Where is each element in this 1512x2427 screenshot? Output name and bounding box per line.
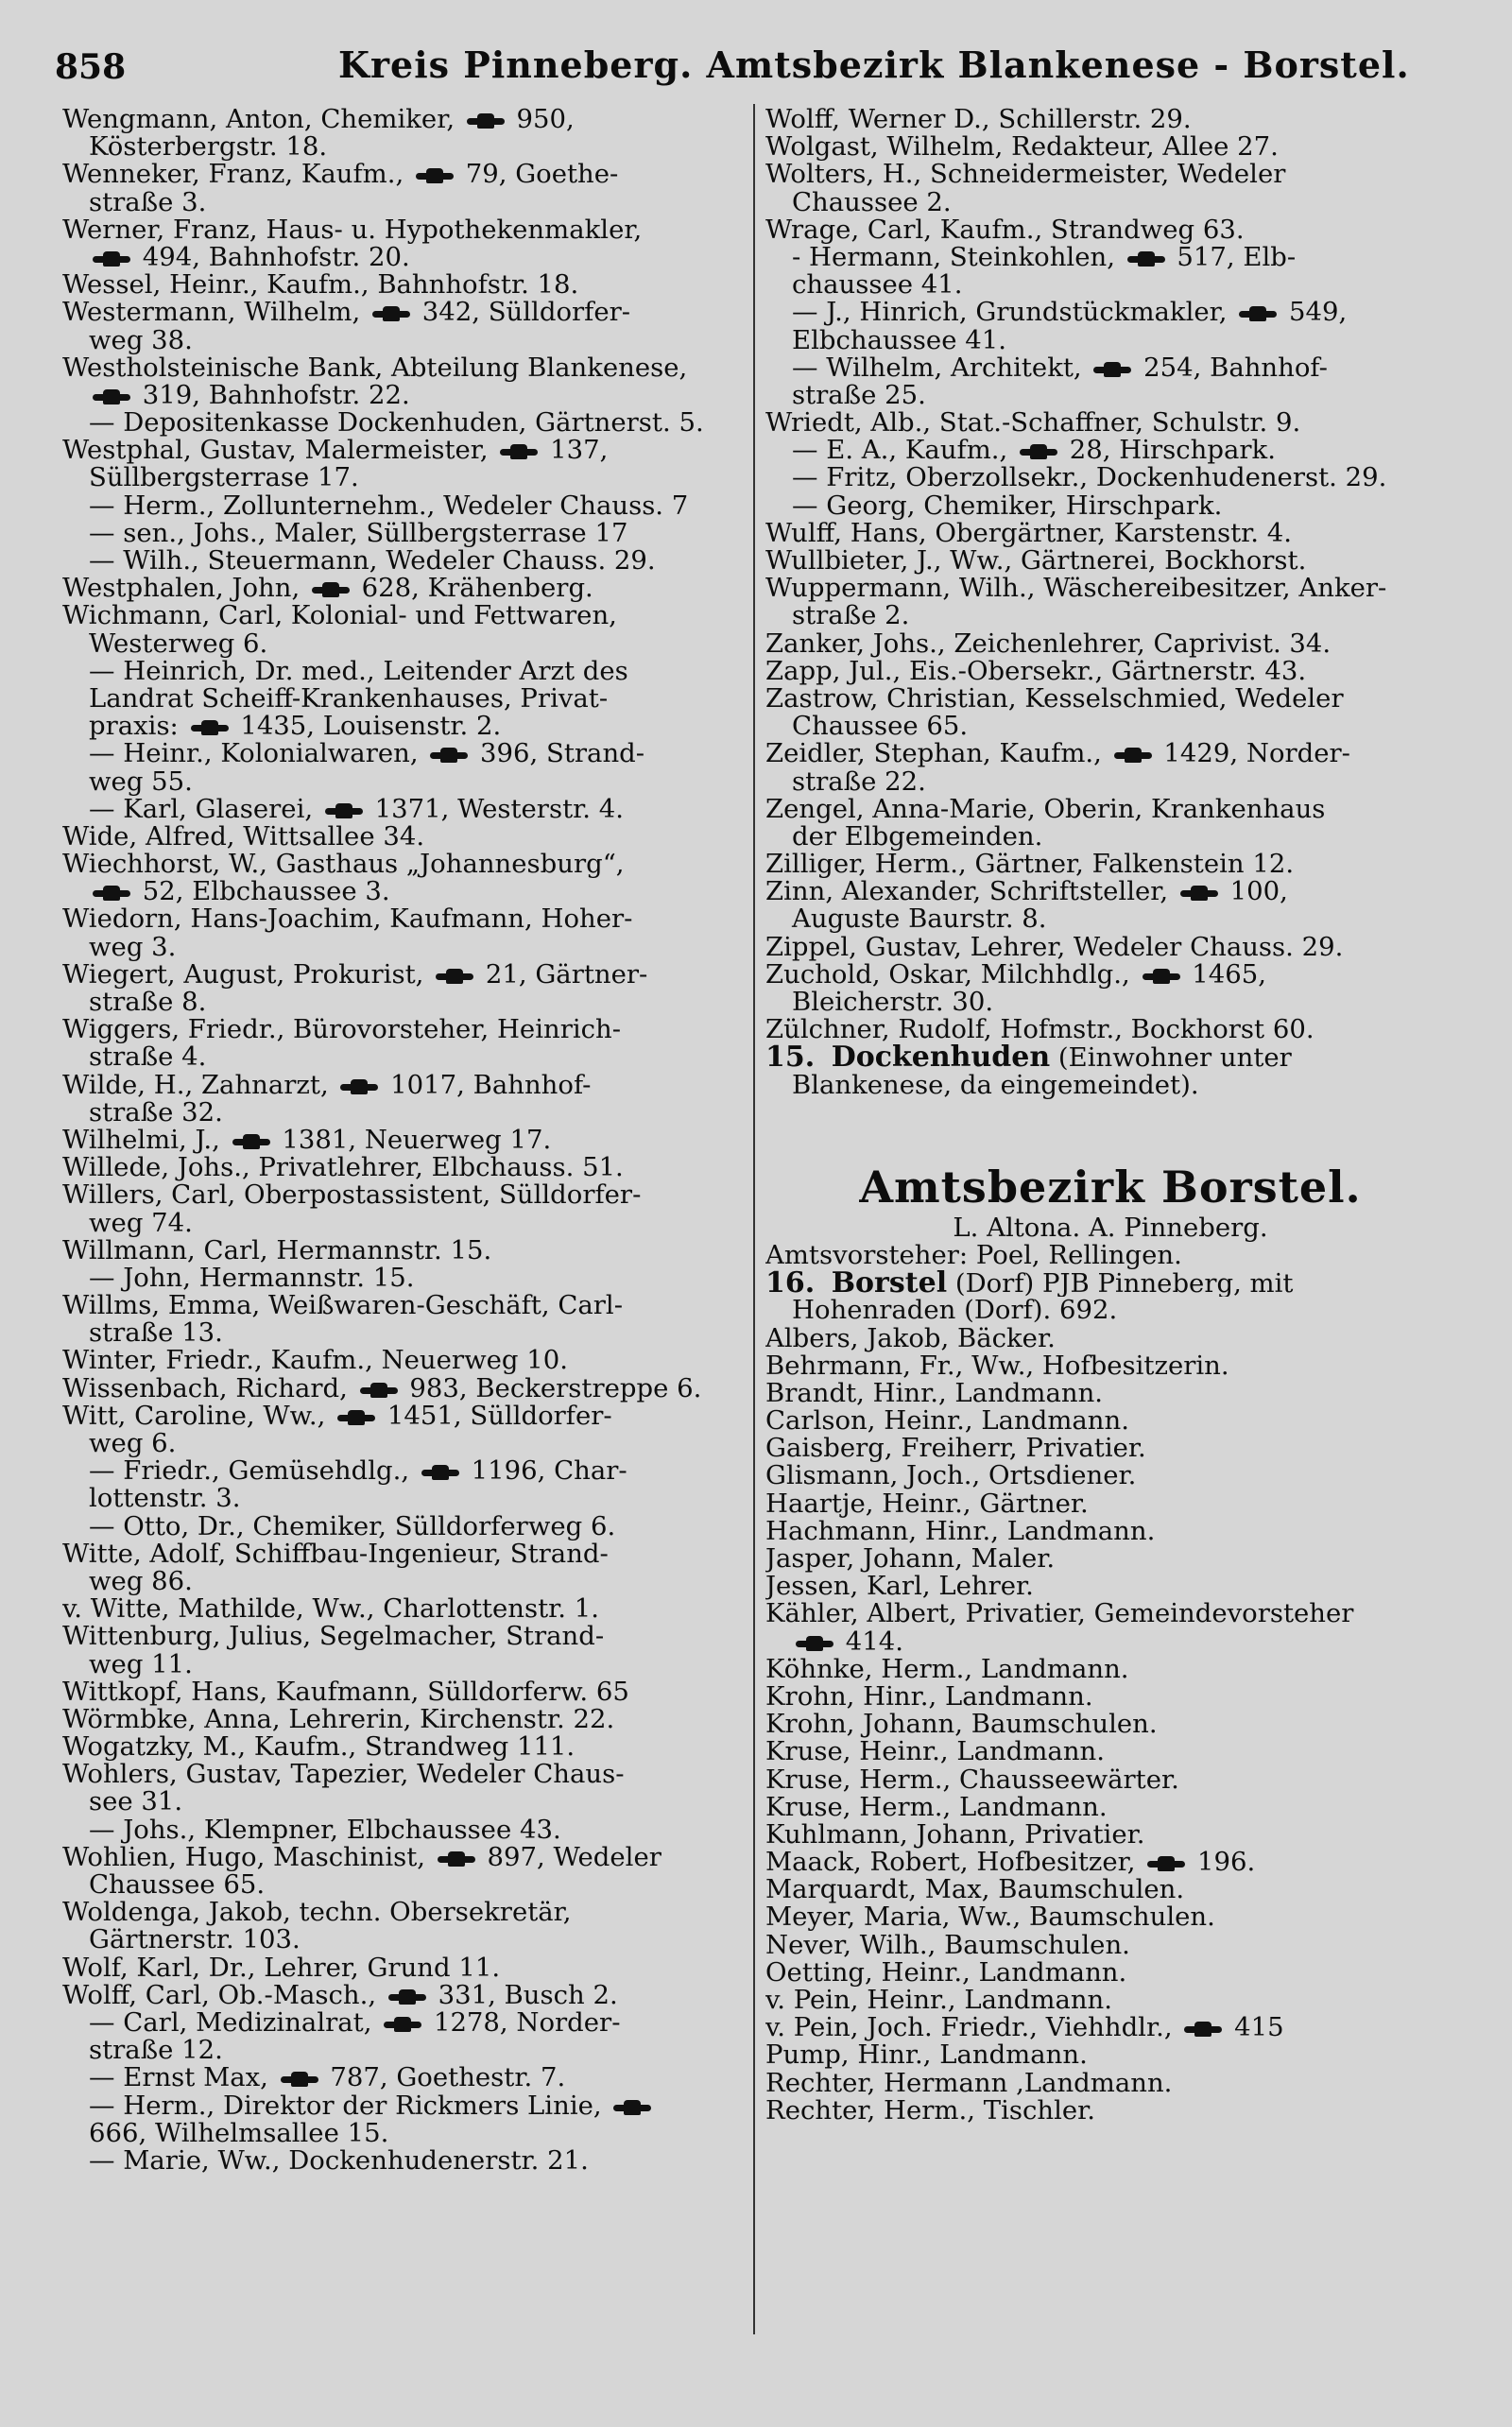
entry-continuation: — Wilh., Steuermann, Wedeler Chauss. 29. [89,547,656,576]
telephone-icon [281,2072,318,2087]
borstel-resident-list [765,1325,1455,2125]
telephone-icon [467,113,505,129]
section-15-note: (Einwohner unter [1057,1043,1292,1072]
directory-entry: Wilde, H., Zahnarzt, 1017, Bahnhof- [62,1071,592,1099]
directory-entry: Rechter, Hermann ,Landmann. [765,2069,1173,2097]
directory-entry: Wrage, Carl, Kaufm., Strandweg 63. [765,215,1245,244]
telephone-icon [372,306,410,321]
directory-entry: Wogatzky, M., Kaufm., Strandweg 111. [62,1733,576,1762]
directory-entry: v. Witte, Mathilde, Ww., Charlottenstr. 1. [62,1595,599,1624]
entry-continuation: der Elbgemeinden. [792,822,1043,852]
entry-continuation: — John, Hermannstr. 15. [89,1264,415,1293]
directory-entry: Wullbieter, J., Ww., Gärtnerei, Bockhorst. [765,547,1307,576]
telephone-icon [340,1079,378,1094]
directory-entry: Zengel, Anna-Marie, Oberin, Krankenhaus [765,795,1326,823]
entry-continuation: praxis: 1435, Louisenstr. 2. [89,713,502,741]
spacer [765,1099,1455,1160]
directory-entry: Köhnke, Herm., Landmann. [765,1655,1129,1683]
directory-entry: Brandt, Hinr., Landmann. [765,1379,1104,1408]
telephone-icon [613,2100,651,2115]
directory-entry: Marquardt, Max, Baumschulen. [765,1876,1185,1904]
directory-entry: Winter, Friedr., Kaufm., Neuerweg 10. [62,1347,568,1375]
directory-entry: Wiechhorst, W., Gasthaus „Johannesburg“, [62,851,625,879]
telephone-icon [360,1383,398,1398]
entry-continuation: Auguste Baurstr. 8. [792,905,1047,934]
section-15-number: 15. [765,1043,816,1072]
telephone-icon [1127,251,1165,267]
borstel-official: Amtsvorsteher: Poel, Rellingen. [765,1241,1182,1270]
directory-entry: Wiggers, Friedr., Bürovorsteher, Heinrich- [62,1016,622,1044]
borstel-subheading: L. Altona. A. Pinneberg. [953,1214,1268,1242]
directory-entry: Wittenburg, Julius, Segelmacher, Strand- [62,1623,605,1651]
telephone-icon [1114,748,1152,763]
telephone-icon [337,1410,375,1425]
entry-continuation: weg 55. [89,767,193,796]
entry-continuation: weg 3. [89,933,177,961]
section-15-line [765,1043,1455,1071]
directory-entry: Kuhlmann, Johann, Privatier. [765,1820,1145,1850]
directory-entry: Wengmann, Anton, Chemiker, 950, [62,106,575,134]
entry-continuation: — Carl, Medizinalrat, 1278, Norder- [89,2008,621,2038]
directory-entry: Wulff, Hans, Obergärtner, Karstenstr. 4. [765,519,1292,547]
directory-entry: Wolf, Karl, Dr., Lehrer, Grund 11. [62,1954,501,1982]
directory-entry: Behrmann, Fr., Ww., Hofbesitzerin. [765,1351,1229,1380]
right-entry-list [765,106,1455,1043]
page-number: 858 [55,47,127,87]
entry-continuation: Bleicherstr. 30. [792,989,994,1017]
directory-entry: Zülchner, Rudolf, Hofmstr., Bockhorst 60. [765,1016,1314,1044]
directory-entry: Gaisberg, Freiherr, Privatier. [765,1435,1146,1463]
directory-entry: Westphalen, John, 628, Krähenberg. [62,575,593,603]
telephone-icon [796,1636,833,1651]
directory-entry: Kruse, Herm., Chausseewärter. [765,1765,1179,1794]
directory-entry: Pump, Hinr., Landmann. [765,2041,1088,2070]
entry-continuation: — sen., Johs., Maler, Süllbergsterrase 17 [89,519,628,547]
entry-continuation: Elbchaussee 41. [792,326,1006,354]
entry-continuation: straße 4. [89,1043,207,1072]
entry-continuation: — Georg, Chemiker, Hirschpark. [792,491,1223,520]
telephone-icon [500,444,538,459]
entry-continuation: Süllbergsterrase 17. [89,464,359,492]
telephone-icon [436,969,473,984]
directory-entry: Krohn, Hinr., Landmann. [765,1682,1093,1712]
entry-continuation: weg 74. [89,1209,193,1237]
directory-entry: Willms, Emma, Weißwaren-Geschäft, Carl- [62,1292,624,1320]
borstel-heading: Amtsbezirk Borstel. [859,1161,1362,1213]
entry-continuation: 52, Elbchaussee 3. [62,878,748,905]
directory-entry: Willers, Carl, Oberpostassistent, Sülldorfer- [62,1181,642,1210]
directory-entry: Kähler, Albert, Privatier, Gemeindevorsteher [765,1600,1354,1628]
telephone-icon [388,1989,426,2005]
entry-continuation: — Ernst Max, 787, Goethestr. 7. [89,2064,566,2092]
directory-entry: Wessel, Heinr., Kaufm., Bahnhofstr. 18. [62,271,579,300]
entry-continuation: — Johs., Klempner, Elbchaussee 43. [89,1816,561,1844]
directory-entry: Glismann, Joch., Ortsdiener. [765,1462,1137,1490]
telephone-icon [93,886,130,901]
entry-continuation: weg 11. [89,1650,193,1678]
entry-continuation: straße 2. [792,602,910,630]
directory-entry: v. Pein, Heinr., Landmann. [765,1987,1113,2015]
entry-continuation: weg 38. [89,326,193,354]
telephone-icon [421,1465,459,1480]
entry-continuation: — Depositenkasse Dockenhuden, Gärtnerst. 5. [89,409,704,438]
directory-entry: Westphal, Gustav, Malermeister, 137, [62,437,609,465]
entry-continuation: — Heinr., Kolonialwaren, 396, Strand- [89,740,645,768]
entry-continuation: straße 22. [792,767,926,796]
entry-continuation: Kösterbergstr. 18. [89,133,328,162]
entry-continuation: see 31. [89,1788,183,1816]
directory-entry: Wolff, Carl, Ob.-Masch., 331, Busch 2. [62,1981,618,2009]
section-15-note-continued: Blankenese, da eingemeindet). [792,1071,1199,1099]
section-16-info: (Dorf) PJB Pinneberg, mit [954,1269,1294,1298]
entry-continuation: Westerweg 6. [89,629,268,658]
directory-entry: Oetting, Heinr., Landmann. [765,1958,1127,1987]
entry-continuation: — Wilhelm, Architekt, 254, Bahnhof- [792,353,1328,382]
directory-entry: Zapp, Jul., Eis.-Obersekr., Gärtnerstr. 43. [765,657,1307,685]
telephone-icon [191,720,229,735]
entry-continuation: Landrat Scheiff-Krankenhauses, Privat- [89,684,609,714]
entry-continuation: — J., Hinrich, Grundstückmakler, 549, [792,299,1348,327]
entry-continuation: 666, Wilhelmsallee 15. [89,2119,389,2147]
entry-continuation: lottenstr. 3. [89,1485,241,1513]
directory-entry: Werner, Franz, Haus- u. Hypothekenmakler, [62,215,643,244]
directory-entry: Hachmann, Hinr., Landmann. [765,1517,1156,1545]
entry-continuation: weg 86. [89,1567,193,1596]
entry-continuation: straße 3. [89,188,207,216]
running-title: Kreis Pinneberg. Amtsbezirk Blankenese - Borstel. [338,43,1410,86]
directory-entry: Wittkopf, Hans, Kaufmann, Sülldorferw. 65 [62,1678,629,1706]
directory-entry: Witte, Adolf, Schiffbau-Ingenieur, Strand- [62,1540,609,1568]
telephone-icon [1093,362,1131,377]
entry-continuation: — Herm., Direktor der Rickmers Linie, [62,2092,748,2120]
directory-entry: Kruse, Heinr., Landmann. [765,1738,1105,1766]
directory-entry: Woldenga, Jakob, techn. Obersekretär, [62,1899,572,1927]
directory-entry: Never, Wilh., Baumschulen. [765,1931,1130,1959]
directory-entry: Carlson, Heinr., Landmann. [765,1407,1129,1436]
directory-entry: Kruse, Herm., Landmann. [765,1793,1108,1821]
entry-continuation: straße 12. [89,2037,223,2065]
entry-continuation: — Fritz, Oberzollsekr., Dockenhudenerst. 29. [792,464,1387,492]
entry-continuation: Chaussee 65. [792,713,969,741]
directory-entry: Wolff, Werner D., Schillerstr. 29. [765,106,1192,134]
entry-continuation: 414. [765,1628,1455,1656]
telephone-icon [93,251,130,267]
directory-entry: Haartje, Heinr., Gärtner. [765,1489,1089,1518]
section-16-info-continued: Hohenraden (Dorf). 692. [792,1297,1118,1325]
entry-continuation: — Karl, Glaserei, 1371, Westerstr. 4. [89,795,624,823]
entry-continuation: Gärtnerstr. 103. [89,1926,301,1954]
directory-entry: Wissenbach, Richard, 983, Beckerstreppe 6. [62,1374,702,1403]
directory-entry: Wörmbke, Anna, Lehrerin, Kirchenstr. 22. [62,1705,615,1734]
telephone-icon [1020,444,1057,459]
left-column [62,106,748,2175]
telephone-icon [1143,969,1180,984]
page-header [55,42,1453,98]
directory-entry: Jasper, Johann, Maler. [765,1545,1056,1574]
entry-continuation: — Otto, Dr., Chemiker, Sülldorferweg 6. [89,1512,616,1541]
directory-entry: Wriedt, Alb., Stat.-Schaffner, Schulstr. 9. [765,409,1301,438]
entry-continuation: Chaussee 65. [89,1871,266,1900]
directory-entry: Rechter, Herm., Tischler. [765,2096,1096,2125]
directory-entry: Jessen, Karl, Lehrer. [765,1573,1034,1601]
directory-entry: Zippel, Gustav, Lehrer, Wedeler Chauss. 29. [765,933,1344,961]
entry-continuation: — Friedr., Gemüsehdlg., 1196, Char- [89,1457,627,1486]
directory-entry: Wuppermann, Wilh., Wäschereibesitzer, Anker- [765,575,1387,603]
telephone-icon [1184,2022,1222,2037]
right-column [765,106,1455,2125]
directory-entry: Westholsteinische Bank, Abteilung Blankenese, [62,353,688,382]
directory-entry: Wichmann, Carl, Kolonial- und Fettwaren, [62,602,617,630]
directory-entry: Maack, Robert, Hofbesitzer, 196. [765,1849,1256,1877]
directory-entry: Westermann, Wilhelm, 342, Sülldorfer- [62,299,631,327]
directory-entry: Wiegert, August, Prokurist, 21, Gärtner- [62,960,648,989]
directory-entry: Willede, Johs., Privatlehrer, Elbchauss. 51. [62,1154,624,1182]
directory-entry: Wiedorn, Hans-Joachim, Kaufmann, Hoher- [62,905,633,934]
column-divider [753,104,755,2334]
directory-entry: Wide, Alfred, Wittsallee 34. [62,822,425,852]
entry-continuation: — Marie, Ww., Dockenhudenerstr. 21. [89,2146,589,2176]
entry-continuation: — Herm., Zollunternehm., Wedeler Chauss. 7 [89,491,689,520]
entry-continuation: 319, Bahnhofstr. 22. [62,382,748,409]
section-16-number: 16. [765,1269,816,1298]
telephone-icon [416,168,454,183]
telephone-icon [325,803,363,818]
entry-continuation: chaussee 41. [792,271,963,300]
telephone-icon [438,1851,475,1867]
entry-continuation: Chaussee 2. [792,188,952,216]
directory-entry: Zastrow, Christian, Kesselschmied, Wedeler [765,684,1344,714]
telephone-icon [1239,306,1277,321]
directory-entry: Wenneker, Franz, Kaufm., 79, Goethe- [62,161,619,189]
directory-entry: Zinn, Alexander, Schriftsteller, 100, [765,878,1288,906]
directory-entry: Meyer, Maria, Ww., Baumschulen. [765,1903,1215,1932]
entry-continuation: — Heinrich, Dr. med., Leitender Arzt des [89,657,628,685]
entry-continuation: 494, Bahnhofstr. 20. [62,244,748,271]
directory-entry: Zeidler, Stephan, Kaufm., 1429, Norder- [765,740,1350,768]
directory-entry: Zilliger, Herm., Gärtner, Falkenstein 12. [765,851,1295,879]
telephone-icon [430,748,468,763]
directory-entry: Willmann, Carl, Hermannstr. 15. [62,1236,492,1265]
telephone-icon [312,582,350,597]
directory-entry: Wohlers, Gustav, Tapezier, Wedeler Chaus- [62,1761,625,1789]
directory-entry: Wolgast, Wilhelm, Redakteur, Allee 27. [765,133,1279,162]
directory-entry: Albers, Jakob, Bäcker. [765,1324,1056,1352]
directory-entry: v. Pein, Joch. Friedr., Viehhdlr., 415 [765,2014,1284,2042]
entry-continuation: weg 6. [89,1430,177,1458]
directory-entry: Wolters, H., Schneidermeister, Wedeler [765,161,1286,189]
section-16-name: Borstel [831,1269,948,1298]
entry-continuation: straße 32. [89,1098,223,1127]
directory-entry: Wohlien, Hugo, Maschinist, 897, Wedeler [62,1843,662,1871]
section-16-line [765,1269,1455,1297]
entry-continuation: - Hermann, Steinkohlen, 517, Elb- [792,243,1297,272]
telephone-icon [93,389,130,404]
directory-entry: Zuchold, Oskar, Milchhdlg., 1465, [765,960,1266,989]
telephone-icon [384,2017,421,2032]
entry-continuation: straße 25. [792,381,926,410]
telephone-icon [1180,886,1218,901]
entry-continuation: straße 8. [89,989,207,1017]
telephone-icon [1147,1856,1185,1871]
directory-entry: Witt, Caroline, Ww., 1451, Sülldorfer- [62,1402,612,1430]
directory-entry: Krohn, Johann, Baumschulen. [765,1711,1158,1739]
section-15-name: Dockenhuden [831,1043,1051,1072]
directory-entry: Zanker, Johs., Zeichenlehrer, Caprivist. 34. [765,629,1332,658]
entry-continuation: straße 13. [89,1319,223,1348]
telephone-icon [232,1134,270,1149]
entry-continuation: — E. A., Kaufm., 28, Hirschpark. [792,437,1276,465]
directory-entry: Wilhelmi, J., 1381, Neuerweg 17. [62,1126,552,1155]
